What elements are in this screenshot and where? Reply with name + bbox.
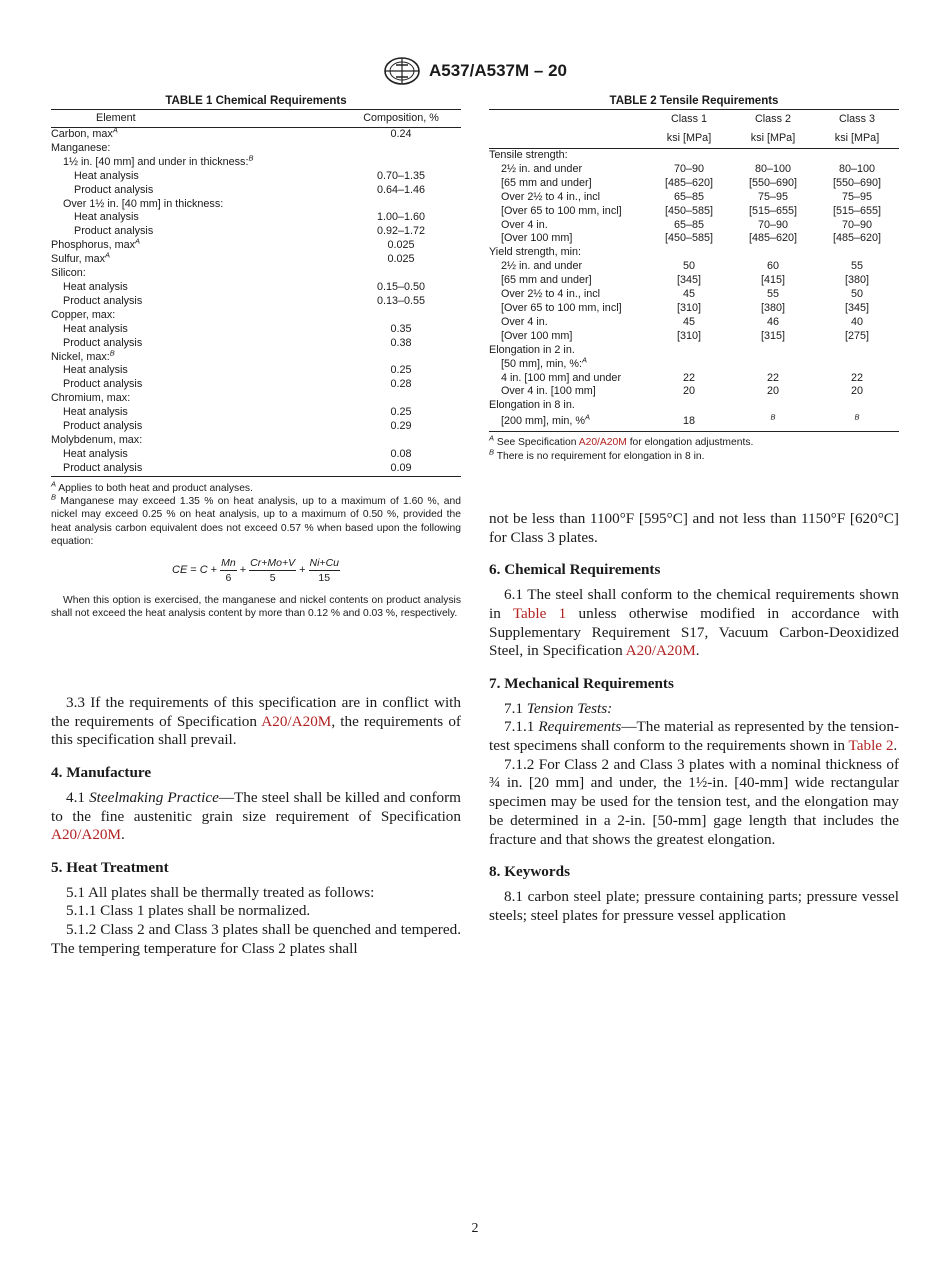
table-row: Over 4 in. 65–85 70–90 70–90: [501, 218, 873, 231]
table-row: [65 mm and under] [485–620] [550–690] [550–690]: [501, 176, 882, 189]
tensile-requirements-table: Class 1 Class 2 Class 3 ksi [MPa] ksi [MPa] ksi [MPa] Tensile strength: 2½ in. and under 70–90 80–100 80–100 [65 mm and under] [485–620] [550–690] [550–690] Over 2½ to 4 in., incl 65–85 75–95 75–95 [Over 65 to 100 mm, incl] [450–585] [515–655] [515–655] Over 4 in. 65–85 70–90 70–90 [Over 100 mm] [450–585] [485–620] [485–620] Yield strength, min: 2½ in. and under 50 60 55 [65 mm and under] [345] [415] [380] Over 2½ to 4 in., incl 45 55 50 [Over 65 to 100 mm, incl] [310] [380] [345] Over 4 in. 45 46 40 [Over 100 mm] [310] [315] [275] Elongation in 2 in. [50 mm], min, %:$^A$ 4 in. [100 mm] and under 22 22 22 Over 4 in. [100 mm] 20 20 20 Elongation in 8 in. [200 mm], min, %$^A$ 18 $^B$ $^B$: [489, 109, 899, 432]
table2-caption: TABLE 2 Tensile Requirements: [609, 95, 779, 107]
table-row: Heat analysis 0.15–0.50: [63, 280, 426, 293]
table-row: Over 4 in. 45 46 40: [501, 315, 863, 328]
table-row: Nickel, max:$^B$: [51, 347, 115, 363]
table-row: Over 4 in. [100 mm] 20 20 20: [501, 385, 863, 398]
link-a20[interactable]: A20/A20M: [261, 712, 332, 730]
table1-caption: TABLE 1 Chemical Requirements: [165, 95, 347, 107]
astm-logo-icon: [383, 56, 421, 86]
table-row: 2½ in. and under 70–90 80–100 80–100: [501, 162, 876, 175]
link-table-1[interactable]: Table 1: [512, 604, 567, 622]
table-row: Molybdenum, max:: [51, 433, 143, 446]
table-row: Product analysis 0.38: [63, 336, 412, 349]
table-row: 4 in. [100 mm] and under 22 22 22: [501, 371, 863, 384]
table-row: Heat analysis 1.00–1.60: [74, 211, 426, 224]
section-heading-6: 6. Chemical Requirements: [489, 561, 661, 579]
table-row: [Over 65 to 100 mm, incl] [310] [380] [345]: [501, 301, 869, 314]
page-number: 2: [471, 1221, 479, 1236]
table-row: Product analysis 0.92–1.72: [74, 225, 426, 238]
section-heading-4: 4. Manufacture: [51, 764, 152, 782]
table1-footnote-b: $^B$ Manganese may exceed 1.35 % on heat analysis, up to a maximum of 1.60 %, and nickel may exceed 0.25 % on heat analysis, up to a maximum of 0.50 %, provided the heat analysis carbon equivalent does not exceed 0.57 % when based upon the following equation:: [51, 492, 461, 548]
table-row: [Over 65 to 100 mm, incl] [450–585] [515–655] [515–655]: [501, 204, 882, 217]
table-row: Over 1½ in. [40 mm] in thickness:: [63, 197, 224, 210]
link-a20[interactable]: A20/A20M: [51, 826, 122, 844]
table-row: [50 mm], min, %:$^A$: [501, 355, 588, 370]
table-row: [Over 100 mm] [450–585] [485–620] [485–620]: [501, 232, 882, 245]
table-row: Elongation in 8 in.: [489, 399, 575, 412]
table-row: Over 2½ to 4 in., incl 65–85 75–95 75–95: [501, 190, 873, 203]
table-row: Heat analysis 0.08: [63, 447, 412, 460]
carbon-equivalent-equation: CE = C + $\frac{Mn}{6}$ + $\frac{Cr+Mo+V}{5}$ + $\frac{Ni+Cu}{15}$: [172, 556, 339, 584]
table-row: Copper, max:: [51, 308, 116, 321]
table-row: Manganese:: [51, 141, 111, 154]
paragraph-3-3: 3.3 If the requirements of this specification are in conflict with the requirements of Specification A20/A20M, the requirements of this specification shall prevail.: [51, 694, 461, 749]
left-body-text: [51, 694, 461, 958]
page-header: [0, 56, 950, 91]
paragraph-5-1-1: 5.1.1 Class 1 plates shall be normalized.: [66, 902, 311, 920]
table-row: Carbon, $\max^A$ 0.24: [51, 125, 412, 140]
paragraph-8-1: 8.1 carbon steel plate; pressure containing parts; pressure vessel steels; steel plates for pressure vessel application: [489, 887, 899, 924]
paragraph-7-1: 7.1 Tension Tests:: [504, 699, 613, 717]
document-title: A537/A537M – 20: [429, 61, 567, 80]
table2-footnote-a: $^A$ See Specification A20/A20M for elongation adjustments.: [489, 433, 754, 449]
table-row: 2½ in. and under 50 60 55: [501, 260, 863, 273]
table-row: [Over 100 mm] [310] [315] [275]: [501, 329, 869, 342]
table-row: Heat analysis 0.25: [63, 364, 412, 377]
table-row: Heat analysis 0.25: [63, 406, 412, 419]
right-column: [489, 93, 899, 463]
chemical-requirements-table: [51, 109, 461, 477]
paragraph-continued: not be less than 1100°F [595°C] and not less than 1150°F [620°C] for Class 3 plates.: [489, 510, 899, 546]
section-heading-8: 8. Keywords: [489, 863, 570, 881]
table-row: Heat analysis 0.35: [63, 322, 412, 335]
table-row: Phosphorus, $\max^A$ 0.025: [51, 236, 415, 252]
link-a20[interactable]: A20/A20M: [625, 642, 696, 660]
table-row: Product analysis 0.13–0.55: [63, 294, 426, 307]
paragraph-7-1-1: 7.1.1 Requirements—The material as represented by the tension-test specimens shall conform to the requirements shown in Table 2.: [489, 718, 900, 755]
table-row: Silicon:: [51, 267, 86, 280]
table1-footnote-after: When this option is exercised, the manganese and nickel contents on product analysis shall not exceed the heat analysis content by more than 0.12 % and 0.03 %, respectively.: [51, 594, 461, 620]
paragraph-5-1-2: 5.1.2 Class 2 and Class 3 plates shall be quenched and tempered. The tempering temperature for Class 2 plates shall: [51, 921, 461, 957]
table-row: Tensile strength:: [489, 149, 568, 161]
table-row: Sulfur, $\max^A$ 0.025: [51, 250, 415, 266]
table-row: Product analysis 0.28: [63, 378, 412, 391]
link-table-2[interactable]: Table 2: [848, 737, 894, 755]
col-header-element: Element: [51, 110, 341, 128]
table1-footnote-a: $^A$ Applies to both heat and product analyses.: [51, 479, 253, 494]
paragraph-4-1: 4.1 Steelmaking Practice—The steel shall be killed and conform to the fine austenitic grain size requirement of Specification A20/A20M.: [51, 788, 461, 844]
table-row: Product analysis 0.64–1.46: [74, 183, 426, 196]
section-heading-5: 5. Heat Treatment: [51, 858, 169, 876]
col-header-class-2: Class 2: [731, 110, 815, 130]
paragraph-5-1: 5.1 All plates shall be thermally treated as follows:: [66, 883, 375, 901]
table-row: Chromium, max:: [51, 392, 131, 405]
table-row: [200 mm], min, %$^A$ 18 $^B$ $^B$: [489, 413, 899, 432]
link-a20[interactable]: A20/A20M: [578, 437, 627, 449]
paragraph-7-1-2: 7.1.2 For Class 2 and Class 3 plates with a nominal thickness of ¾ in. [20 mm] and under, the 1½-in. [40-mm] wide rectangular specimen may be used for the tension test, and the elongation may be determined in a 2-in. [50-mm] gage length that includes the fracture and that shows the greatest elongation.: [489, 755, 899, 848]
left-column: [51, 93, 461, 621]
table2-footnote-b: $^B$ There is no requirement for elongation in 8 in.: [489, 447, 705, 462]
table-row: Elongation in 2 in.: [489, 343, 575, 356]
right-body-text: [489, 510, 899, 925]
table-row: Heat analysis 0.70–1.35: [74, 169, 426, 182]
col-header-class-3: Class 3: [815, 110, 899, 130]
table-row: Product analysis 0.29: [63, 420, 412, 433]
col-header-composition: Composition, %: [341, 110, 461, 128]
table-row: 1½ in. [40 mm] and under in thickness:$^B$: [63, 153, 254, 168]
col-header-class-1: Class 1: [647, 110, 731, 130]
paragraph-6-1: 6.1 The steel shall conform to the chemical requirements shown in Table 1 unless otherwise modified in accordance with Supplementary Requirement S17, Vacuum Carbon-Deoxidized Steel, in Specification A20/A20M.: [489, 586, 899, 660]
table-row: Over 2½ to 4 in., incl 45 55 50: [501, 288, 863, 301]
table-row: [65 mm and under] [345] [415] [380]: [501, 274, 869, 287]
table-row: Yield strength, min:: [489, 246, 582, 259]
table-row: Product analysis 0.09: [51, 462, 461, 476]
section-heading-7: 7. Mechanical Requirements: [489, 674, 674, 692]
